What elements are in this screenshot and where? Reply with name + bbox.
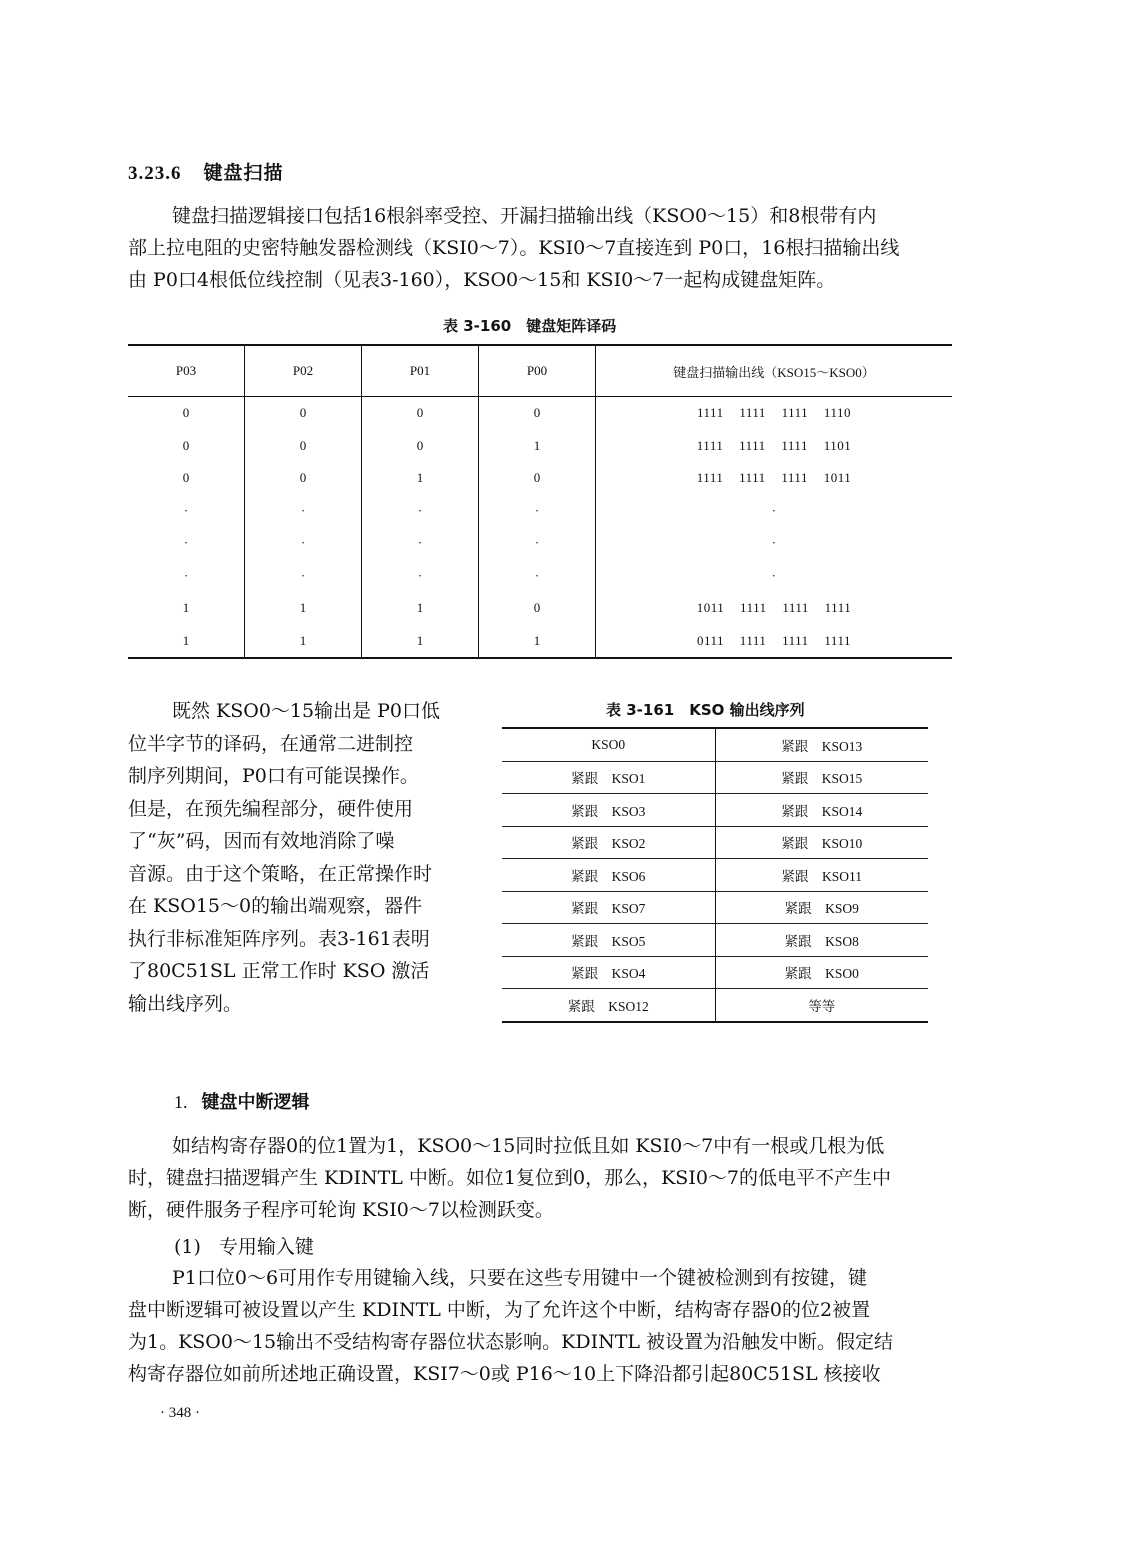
table-row — [128, 625, 952, 659]
table-cell: · — [362, 527, 479, 560]
table-cell: · — [596, 560, 953, 593]
header-p00: P00 — [479, 345, 596, 397]
table-cell: 紧跟 KSO3 — [502, 794, 715, 827]
table-161 — [502, 727, 928, 1023]
paragraph-line: 了80C51SL 正常工作时 KSO 激活 — [128, 960, 430, 982]
table-cell: · — [183, 535, 189, 551]
paragraph-line: 在 KSO15～0的输出端观察，器件 — [128, 895, 423, 917]
table-row — [128, 592, 952, 625]
table-row — [128, 527, 952, 560]
table-row — [502, 826, 928, 859]
table-cell: · — [245, 495, 362, 528]
header-kso-output: 键盘扫描输出线（KSO15～KSO0） — [596, 345, 953, 397]
table-cell: · — [183, 502, 189, 518]
table-cell: 等等 — [715, 989, 928, 1022]
table-cell: · — [596, 495, 953, 528]
table-cell: 0 — [479, 462, 596, 495]
table-160-caption: 表 3-160 键盘矩阵译码 — [443, 317, 617, 335]
table-cell: 1111 1111 1111 1110 — [596, 397, 953, 430]
paragraph-line: 部上拉电阻的史密特触发器检测线（KSI0～7）。KSI0～7直接连到 P0口，16根扫描输出线 — [128, 237, 900, 259]
section-heading — [128, 158, 284, 185]
table-cell: · — [479, 560, 596, 593]
table-cell: · — [479, 527, 596, 560]
table-row — [502, 794, 928, 827]
header-p01: P01 — [362, 345, 479, 397]
paragraph-line: 既然 KSO0～15输出是 P0口低 — [172, 700, 441, 722]
header-p02: P02 — [245, 345, 362, 397]
table-cell: 1 — [362, 625, 479, 659]
paragraph-line: 如结构寄存器0的位1置为1，KSO0～15同时拉低且如 KSI0～7中有一根或几根为低 — [172, 1135, 885, 1157]
intro-paragraph — [128, 200, 952, 296]
table-cell: 紧跟 KSO9 — [715, 891, 928, 924]
table-cell: 紧跟 KSO11 — [715, 859, 928, 892]
item-title: 专用输入键 — [218, 1236, 314, 1258]
table-cell: · — [362, 560, 479, 593]
table-cell: 0 — [245, 397, 362, 430]
table-160 — [128, 344, 952, 659]
section-number: 3.23.6 — [128, 163, 182, 184]
table-cell: 紧跟 KSO14 — [715, 794, 928, 827]
table-cell: 紧跟 KSO6 — [502, 859, 715, 892]
table-cell: · — [245, 560, 362, 593]
table-161-caption: 表 3-161 KSO 输出线序列 — [606, 701, 805, 719]
table-cell: 紧跟 KSO10 — [715, 826, 928, 859]
table-cell: 1 — [479, 430, 596, 463]
gray-code-paragraph — [128, 695, 454, 1020]
paragraph-line: 输出线序列。 — [128, 992, 243, 1015]
paragraph-line: 时，键盘扫描逻辑产生 KDINTL 中断。如位1复位到0，那么，KSI0～7的低电平不产生中 — [128, 1167, 891, 1189]
table-row — [502, 761, 928, 794]
table-cell: 0 — [362, 397, 479, 430]
table-cell: 0 — [479, 592, 596, 625]
paragraph-line: 为1。KSO0～15输出不受结构寄存器位状态影响。KDINTL 被设置为沿触发中断。假定结 — [128, 1331, 894, 1353]
paragraph-line: 但是，在预先编程部分，硬件使用 — [128, 797, 414, 820]
table-header-row — [128, 345, 952, 397]
table-cell: 0 — [182, 470, 190, 486]
paragraph-line: 键盘扫描逻辑接口包括16根斜率受控、开漏扫描输出线（KSO0～15）和8根带有内 — [172, 205, 877, 227]
table-cell: · — [245, 527, 362, 560]
item-number: (1) — [174, 1236, 201, 1258]
subsection-number: 1. — [174, 1092, 188, 1112]
table-cell: 1 — [245, 592, 362, 625]
table-cell: 0 — [245, 430, 362, 463]
table-cell: 紧跟 KSO13 — [715, 728, 928, 761]
table-cell: · — [183, 567, 189, 583]
page-number: · 348 · — [160, 1405, 200, 1421]
table-cell: 1 — [362, 592, 479, 625]
paragraph-line: 盘中断逻辑可被设置以产生 KDINTL 中断，为了允许这个中断，结构寄存器0的位2被置 — [128, 1299, 871, 1321]
table-cell: 紧跟 KSO2 — [502, 826, 715, 859]
header-p03: P03 — [128, 345, 245, 397]
paragraph-line: 执行非标准矩阵序列。表3-161表明 — [128, 927, 430, 950]
table-cell: KSO0 — [502, 728, 715, 761]
table-cell: 1 — [182, 600, 190, 616]
table-cell: 紧跟 KSO7 — [502, 891, 715, 924]
table-row — [128, 430, 952, 463]
paragraph-line: 构寄存器位如前所述地正确设置，KSI7～0或 P16～10上下降沿都引起80C51SL 核接收 — [128, 1363, 881, 1385]
table-cell: 0 — [479, 397, 596, 430]
table-cell: · — [596, 527, 953, 560]
table-cell: 0 — [182, 405, 190, 421]
table-cell: 0111 1111 1111 1111 — [596, 625, 953, 659]
subsection-heading — [174, 1088, 310, 1114]
table-cell: 0 — [362, 430, 479, 463]
table-cell: 0 — [245, 462, 362, 495]
table-cell: 紧跟 KSO12 — [502, 989, 715, 1022]
table-cell: 紧跟 KSO8 — [715, 924, 928, 957]
table-cell: 紧跟 KSO0 — [715, 956, 928, 989]
paragraph-line: 音源。由于这个策略，在正常操作时 — [128, 862, 433, 885]
table-row — [128, 397, 952, 430]
dedicated-keys-paragraph — [128, 1262, 952, 1390]
table-cell: 0 — [182, 437, 190, 453]
paragraph-line: 断，硬件服务子程序可轮询 KSI0～7以检测跃变。 — [128, 1199, 554, 1221]
table-cell: · — [479, 495, 596, 528]
section-title: 键盘扫描 — [203, 162, 284, 184]
table-cell: 紧跟 KSO1 — [502, 761, 715, 794]
table-row — [502, 989, 928, 1022]
subsection-title: 键盘中断逻辑 — [201, 1092, 310, 1113]
table-row — [128, 462, 952, 495]
table-cell: 紧跟 KSO5 — [502, 924, 715, 957]
paragraph-line: P1口位0～6可用作专用键输入线，只要在这些专用键中一个键被检测到有按键，键 — [172, 1267, 868, 1289]
table-cell: 1111 1111 1111 1101 — [596, 430, 953, 463]
table-row — [502, 956, 928, 989]
table-cell: 1111 1111 1111 1011 — [596, 462, 953, 495]
paragraph-line: 了“灰”码，因而有效地消除了噪 — [128, 830, 395, 852]
table-row — [502, 728, 928, 761]
table-cell: 1 — [128, 625, 245, 659]
table-cell: 紧跟 KSO15 — [715, 761, 928, 794]
table-row — [502, 924, 928, 957]
item-heading — [174, 1232, 314, 1259]
interrupt-paragraph — [128, 1130, 952, 1226]
table-cell: 1 — [479, 625, 596, 659]
paragraph-line: 制序列期间，P0口有可能误操作。 — [128, 765, 419, 787]
table-cell: 1 — [245, 625, 362, 659]
table-cell: 1011 1111 1111 1111 — [596, 592, 953, 625]
table-row — [502, 859, 928, 892]
paragraph-line: 位半字节的译码，在通常二进制控 — [128, 732, 414, 755]
table-cell: · — [362, 495, 479, 528]
table-cell: 紧跟 KSO4 — [502, 956, 715, 989]
table-row — [128, 495, 952, 528]
table-row — [502, 891, 928, 924]
paragraph-line: 由 P0口4根低位线控制（见表3-160），KSO0～15和 KSI0～7一起构成键盘矩阵。 — [128, 269, 836, 291]
table-row — [128, 560, 952, 593]
table-cell: 1 — [362, 462, 479, 495]
